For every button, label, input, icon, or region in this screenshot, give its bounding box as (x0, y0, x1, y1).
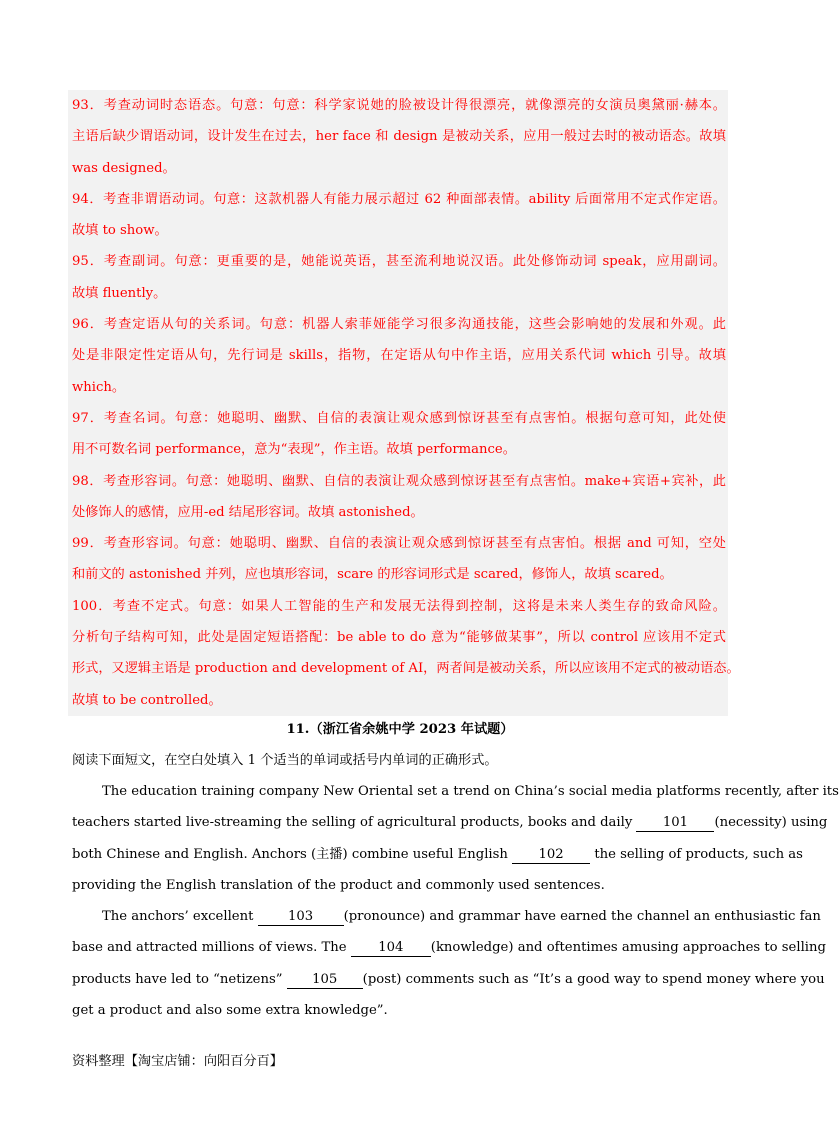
passage-text: teachers started live-streaming the selling of agricultural products, books and daily (72, 815, 633, 831)
blank-105[interactable]: 105 (287, 972, 363, 989)
passage-line: providing the English translation of the product and commonly used sentences. (72, 877, 605, 893)
instruction-text: 阅读下面短文，在空白处填入 1 个适当的单词或括号内单词的正确形式。 (72, 753, 498, 768)
passage-line (72, 807, 828, 838)
answer-line: 和前文的 astonished 并列，应也填形容词，scare 的形容词形式是 scared，修饰人，故填 scared。 (72, 567, 673, 583)
passage-line (72, 901, 821, 932)
answer-line: 96．考查定语从句的关系词。句意：机器人索菲娅能学习很多沟通技能，这些会影响她的发展和外观。此 (72, 317, 726, 333)
passage-line (72, 964, 825, 995)
answer-line: 99．考查形容词。句意：她聪明、幽默、自信的表演让观众感到惊讶甚至有点害怕。根据 and 可知，空处 (72, 536, 726, 552)
answer-line: 98．考查形容词。句意：她聪明、幽默、自信的表演让观众感到惊讶甚至有点害怕。make+宾语+宾补，此 (72, 473, 726, 489)
answer-line: 处是非限定性定语从句，先行词是 skills，指物，在定语从句中作主语，应用关系代词 which 引导。故填 (72, 348, 726, 364)
blank-101[interactable]: 101 (636, 815, 714, 832)
passage-text: both Chinese and English. Anchors (主播) combine useful English (72, 846, 508, 862)
passage-text: the selling of products, such as (594, 846, 803, 862)
blank-104[interactable]: 104 (351, 940, 431, 957)
answer-explanations (68, 90, 740, 716)
answer-line: 94．考查非谓语动词。句意：这款机器人有能力展示超过 62 种面部表情。ability 后面常用不定式作定语。 (72, 191, 726, 207)
answer-line: 用不可数名词 performance，意为“表现”，作主语。故填 performance。 (72, 442, 516, 458)
answer-line: 形式，又逻辑主语是 production and development of AI，两者间是被动关系，所以应该用不定式的被动语态。 (72, 661, 740, 677)
answer-line: 分析句子结构可知，此处是固定短语搭配：be able to do 意为“能够做某事”，所以 control 应该用不定式 (72, 630, 726, 646)
blank-102[interactable]: 102 (512, 847, 590, 864)
passage-line (72, 932, 826, 963)
answer-line: 故填 to show。 (72, 223, 168, 239)
answer-line: 100．考查不定式。句意：如果人工智能的生产和发展无法得到控制，这将是未来人类生存的致命风险。 (72, 598, 726, 614)
answer-line: 93．考查动词时态语态。句意：句意：科学家说她的脸被设计得很漂亮，就像漂亮的女演员奥黛丽·赫本。 (72, 98, 726, 113)
passage-line: get a product and also some extra knowledge”. (72, 1003, 388, 1019)
reading-passage (72, 776, 839, 1026)
passage-text: products have led to “netizens” (72, 971, 283, 987)
passage-line: The education training company New Oriental set a trend on China’s social media platforms recently, after its (102, 784, 839, 799)
passage-line (72, 839, 803, 870)
passage-text: (post) comments such as “It’s a good way to spend money where you (362, 971, 825, 987)
passage-text: The anchors’ excellent (102, 909, 254, 925)
passage-text: (knowledge) and oftentimes amusing approaches to selling (430, 940, 826, 956)
answer-line: was designed。 (72, 160, 176, 176)
blank-103[interactable]: 103 (258, 909, 344, 926)
passage-text: (pronounce) and grammar have earned the channel an enthusiastic fan (343, 909, 821, 925)
passage-text: base and attracted millions of views. The (72, 940, 347, 956)
answer-line: 97．考查名词。句意：她聪明、幽默、自信的表演让观众感到惊讶甚至有点害怕。根据句意可知，此处使 (72, 410, 726, 426)
passage-text: (necessity) using (714, 815, 828, 831)
answer-line: 95．考查副词。句意：更重要的是，她能说英语，甚至流利地说汉语。此处修饰动词 speak，应用副词。 (72, 254, 726, 270)
answer-line: 主语后缺少谓语动词，设计发生在过去，her face 和 design 是被动关系，应用一般过去时的被动语态。故填 (72, 129, 726, 145)
answer-line: 故填 fluently。 (72, 285, 167, 301)
answer-line: 处修饰人的感情，应用-ed 结尾形容词。故填 astonished。 (72, 504, 424, 520)
answer-line: which。 (72, 379, 126, 395)
footer-note: 资料整理【淘宝店铺：向阳百分百】 (72, 1054, 283, 1069)
answer-line: 故填 to be controlled。 (72, 692, 222, 708)
question-heading: 11.（浙江省余姚中学 2023 年试题） (286, 722, 514, 737)
